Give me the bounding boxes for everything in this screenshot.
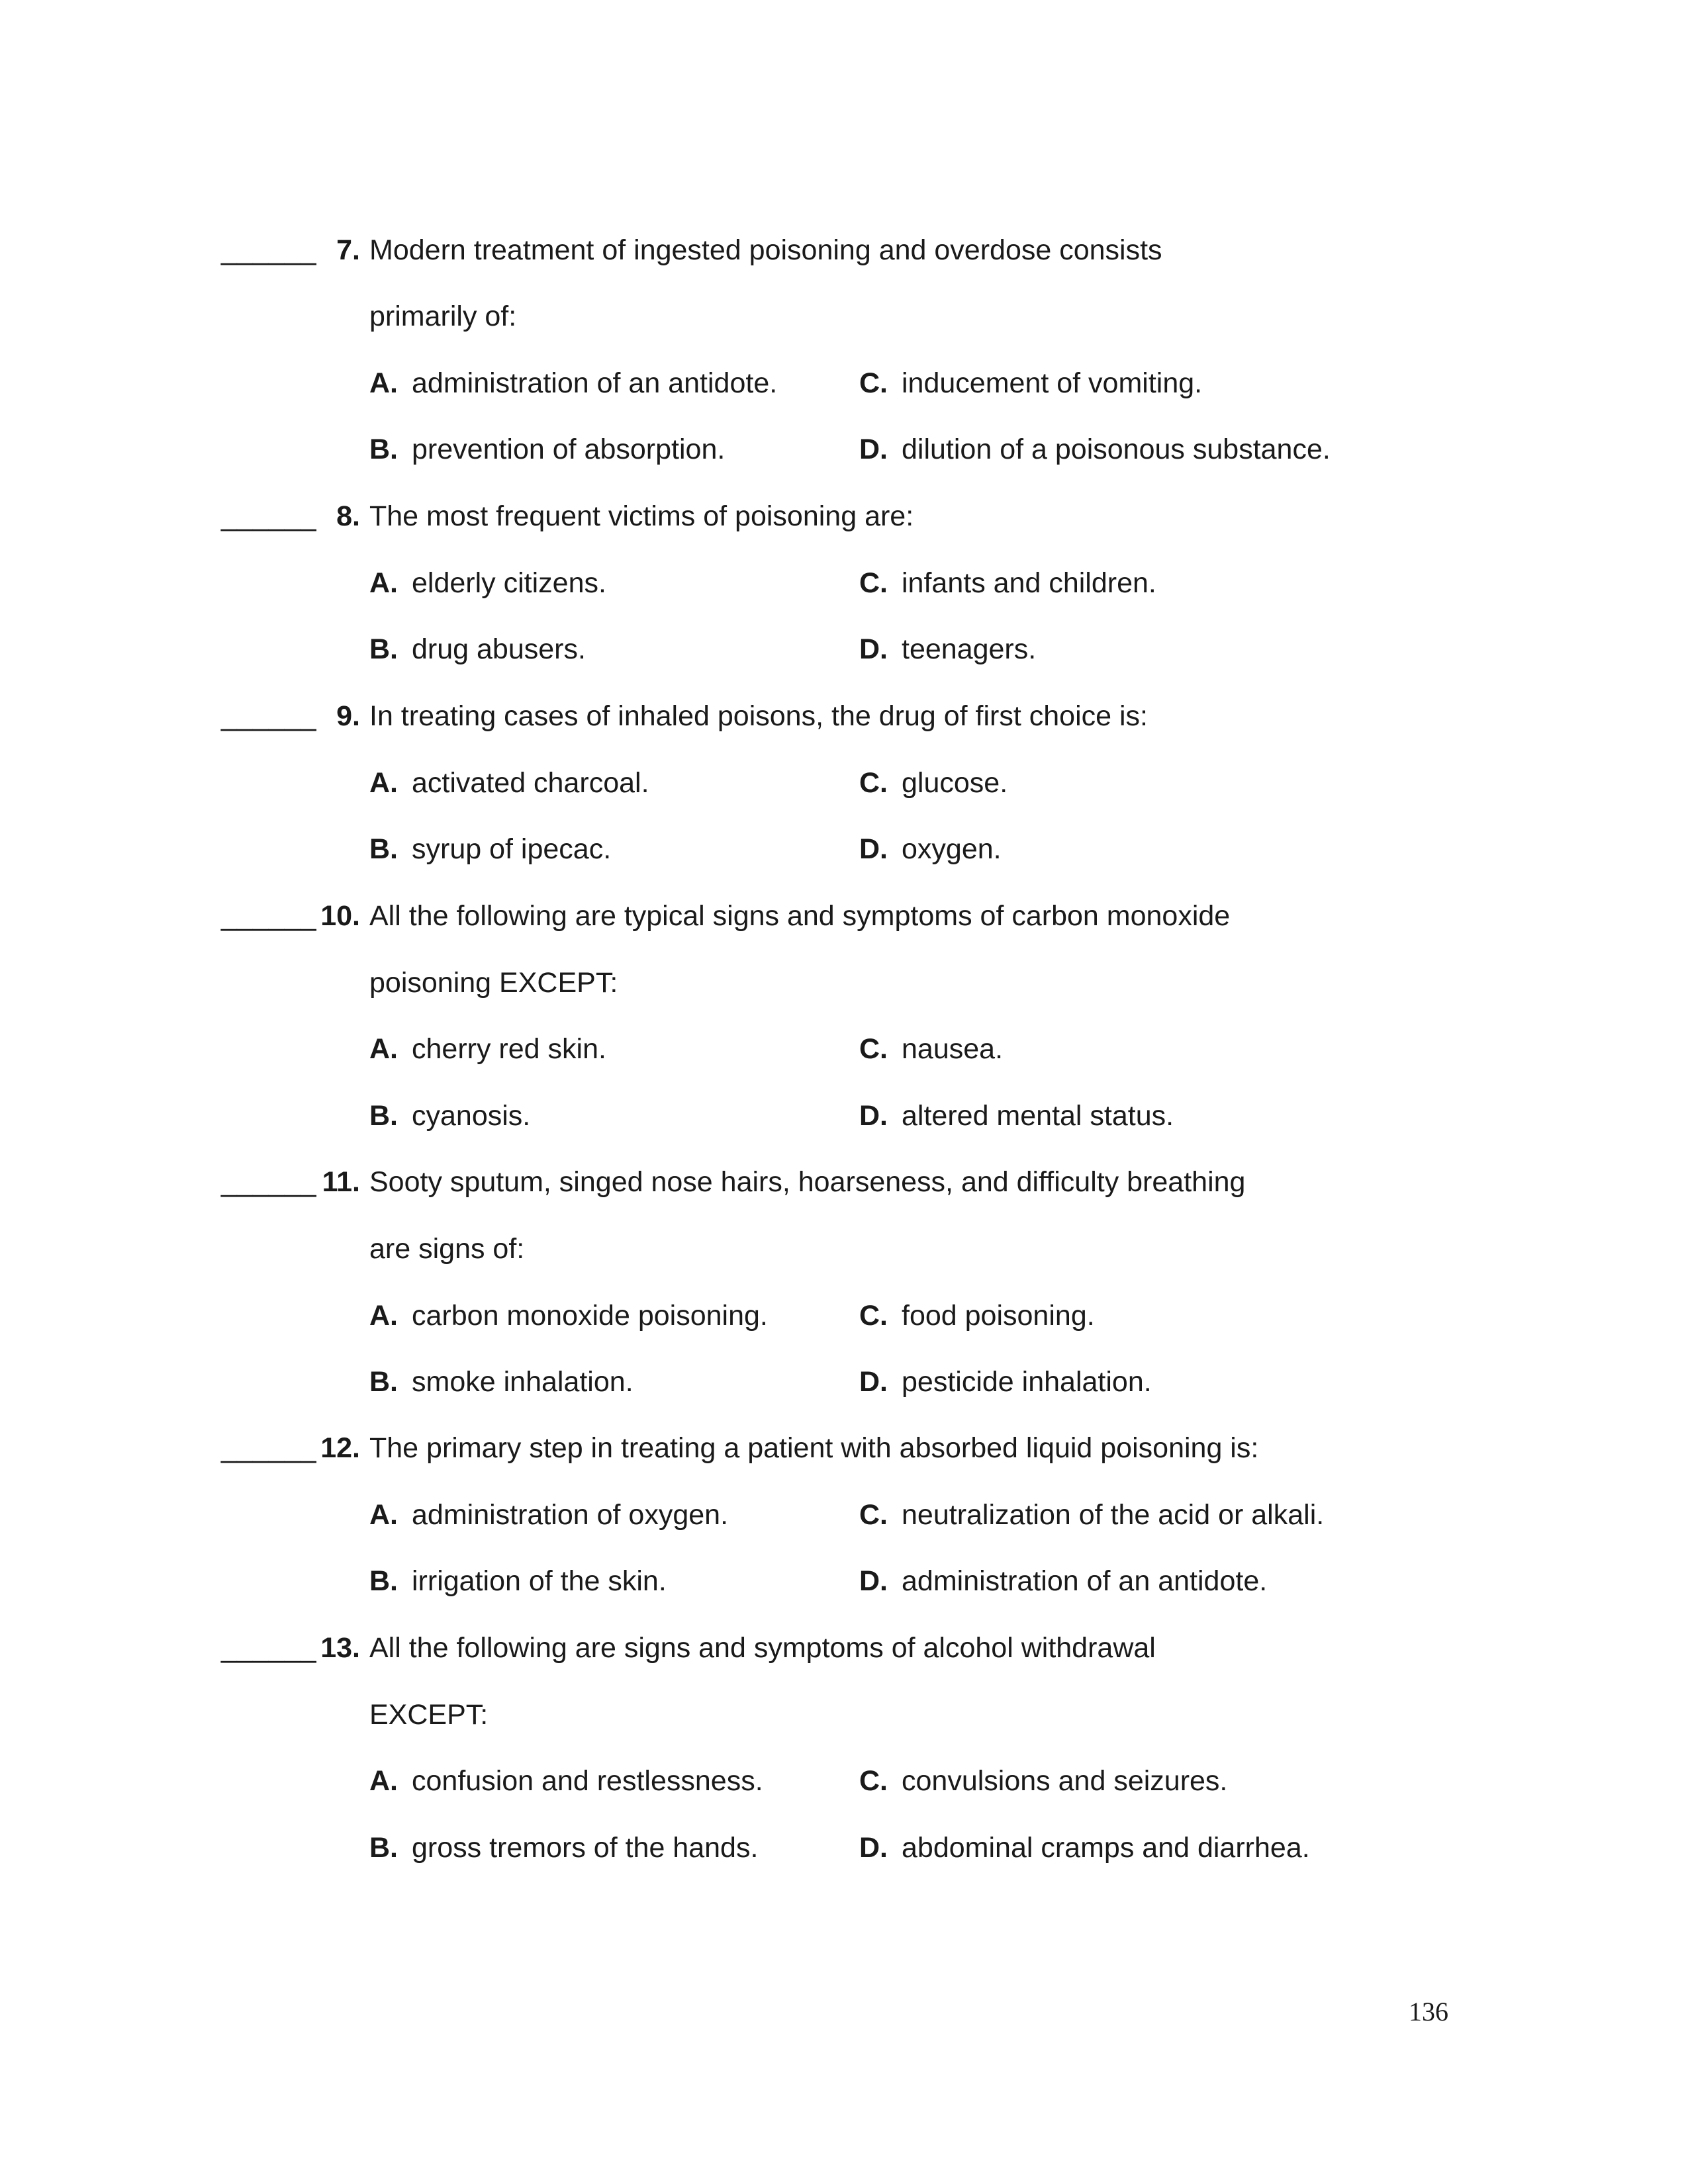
option-text: cherry red skin. xyxy=(412,1033,606,1065)
question-text: EXCEPT: xyxy=(369,1699,489,1731)
question-number: 10. xyxy=(320,900,360,932)
answer-blank[interactable]: ______ xyxy=(221,1432,316,1464)
option-text: syrup of ipecac. xyxy=(412,833,612,865)
option-text: nausea. xyxy=(902,1033,1004,1065)
option-c[interactable] xyxy=(859,763,1008,803)
option-d[interactable] xyxy=(859,829,1002,869)
option-letter: C. xyxy=(859,1765,888,1797)
option-text: carbon monoxide poisoning. xyxy=(412,1300,768,1332)
option-b[interactable] xyxy=(369,629,586,669)
option-a[interactable] xyxy=(369,1296,768,1336)
option-d[interactable] xyxy=(859,629,1036,669)
option-letter: A. xyxy=(369,767,398,799)
option-letter: C. xyxy=(859,1033,888,1065)
option-text: glucose. xyxy=(902,767,1008,799)
option-letter: D. xyxy=(859,1100,888,1132)
answer-blank[interactable]: ______ xyxy=(221,234,316,266)
option-d[interactable] xyxy=(859,430,1331,469)
option-b[interactable] xyxy=(369,1561,667,1601)
question-text: The primary step in treating a patient with absorbed liquid poisoning is: xyxy=(369,1432,1259,1464)
option-letter: C. xyxy=(859,1499,888,1531)
option-c[interactable] xyxy=(859,363,1202,403)
option-text: elderly citizens. xyxy=(412,567,606,599)
question-text: In treating cases of inhaled poisons, the drug of first choice is: xyxy=(369,700,1148,732)
option-a[interactable] xyxy=(369,763,649,803)
question-number: 13. xyxy=(320,1632,360,1664)
option-d[interactable] xyxy=(859,1096,1174,1136)
option-letter: C. xyxy=(859,367,888,399)
question-number: 12. xyxy=(320,1432,360,1464)
option-b[interactable] xyxy=(369,1096,530,1136)
option-letter: B. xyxy=(369,1832,398,1864)
question-text: The most frequent victims of poisoning are: xyxy=(369,500,914,532)
option-letter: D. xyxy=(859,1832,888,1864)
option-text: drug abusers. xyxy=(412,633,586,665)
option-text: convulsions and seizures. xyxy=(902,1765,1228,1797)
option-letter: D. xyxy=(859,1366,888,1398)
option-text: prevention of absorption. xyxy=(412,433,726,465)
option-c[interactable] xyxy=(859,1029,1003,1069)
option-a[interactable] xyxy=(369,1761,763,1801)
option-text: pesticide inhalation. xyxy=(902,1366,1152,1398)
option-text: dilution of a poisonous substance. xyxy=(902,433,1331,465)
option-letter: B. xyxy=(369,1366,398,1398)
option-letter: A. xyxy=(369,1765,398,1797)
option-c[interactable] xyxy=(859,1761,1227,1801)
option-b[interactable] xyxy=(369,1828,758,1868)
option-c[interactable] xyxy=(859,1495,1324,1535)
option-text: cyanosis. xyxy=(412,1100,531,1132)
option-letter: D. xyxy=(859,833,888,865)
option-text: oxygen. xyxy=(902,833,1002,865)
answer-blank[interactable]: ______ xyxy=(221,900,316,932)
option-text: teenagers. xyxy=(902,633,1037,665)
option-letter: B. xyxy=(369,433,398,465)
option-text: administration of an antidote. xyxy=(902,1565,1268,1597)
option-b[interactable] xyxy=(369,829,611,869)
option-letter: B. xyxy=(369,1565,398,1597)
option-c[interactable] xyxy=(859,1296,1095,1336)
option-letter: B. xyxy=(369,1100,398,1132)
option-text: administration of an antidote. xyxy=(412,367,778,399)
question-number: 9. xyxy=(336,700,360,732)
answer-blank[interactable]: ______ xyxy=(221,1166,316,1198)
question-number: 7. xyxy=(336,234,360,266)
option-text: inducement of vomiting. xyxy=(902,367,1203,399)
option-c[interactable] xyxy=(859,563,1156,603)
option-b[interactable] xyxy=(369,1362,633,1402)
option-letter: A. xyxy=(369,367,398,399)
question-text: primarily of: xyxy=(369,300,517,332)
option-text: neutralization of the acid or alkali. xyxy=(902,1499,1325,1531)
option-a[interactable] xyxy=(369,1029,606,1069)
option-letter: D. xyxy=(859,1565,888,1597)
question-text: poisoning EXCEPT: xyxy=(369,967,618,999)
option-a[interactable] xyxy=(369,1495,728,1535)
question-text: All the following are signs and symptoms of alcohol withdrawal xyxy=(369,1632,1156,1664)
option-text: activated charcoal. xyxy=(412,767,649,799)
option-letter: A. xyxy=(369,1300,398,1332)
option-text: administration of oxygen. xyxy=(412,1499,729,1531)
page-number: 136 xyxy=(1409,1997,1448,2026)
question-text: Sooty sputum, singed nose hairs, hoarseness, and difficulty breathing xyxy=(369,1166,1246,1198)
option-text: irrigation of the skin. xyxy=(412,1565,667,1597)
option-text: gross tremors of the hands. xyxy=(412,1832,759,1864)
option-a[interactable] xyxy=(369,563,606,603)
answer-blank[interactable]: ______ xyxy=(221,700,316,732)
option-d[interactable] xyxy=(859,1561,1267,1601)
answer-blank[interactable]: ______ xyxy=(221,1632,316,1664)
option-d[interactable] xyxy=(859,1828,1310,1868)
option-d[interactable] xyxy=(859,1362,1152,1402)
option-text: altered mental status. xyxy=(902,1100,1174,1132)
option-letter: C. xyxy=(859,567,888,599)
option-letter: D. xyxy=(859,433,888,465)
option-text: infants and children. xyxy=(902,567,1156,599)
option-letter: B. xyxy=(369,833,398,865)
answer-blank[interactable]: ______ xyxy=(221,500,316,532)
question-number: 11. xyxy=(322,1166,360,1198)
option-letter: D. xyxy=(859,633,888,665)
option-letter: C. xyxy=(859,767,888,799)
option-a[interactable] xyxy=(369,363,777,403)
option-letter: C. xyxy=(859,1300,888,1332)
question-text: are signs of: xyxy=(369,1233,525,1265)
option-letter: B. xyxy=(369,633,398,665)
question-text: Modern treatment of ingested poisoning and overdose consists xyxy=(369,234,1162,266)
option-text: smoke inhalation. xyxy=(412,1366,633,1398)
question-text: All the following are typical signs and symptoms of carbon monoxide xyxy=(369,900,1231,932)
option-letter: A. xyxy=(369,1499,398,1531)
option-text: abdominal cramps and diarrhea. xyxy=(902,1832,1310,1864)
option-b[interactable] xyxy=(369,430,725,469)
option-text: confusion and restlessness. xyxy=(412,1765,763,1797)
question-number: 8. xyxy=(336,500,360,532)
option-text: food poisoning. xyxy=(902,1300,1095,1332)
option-letter: A. xyxy=(369,1033,398,1065)
option-letter: A. xyxy=(369,567,398,599)
